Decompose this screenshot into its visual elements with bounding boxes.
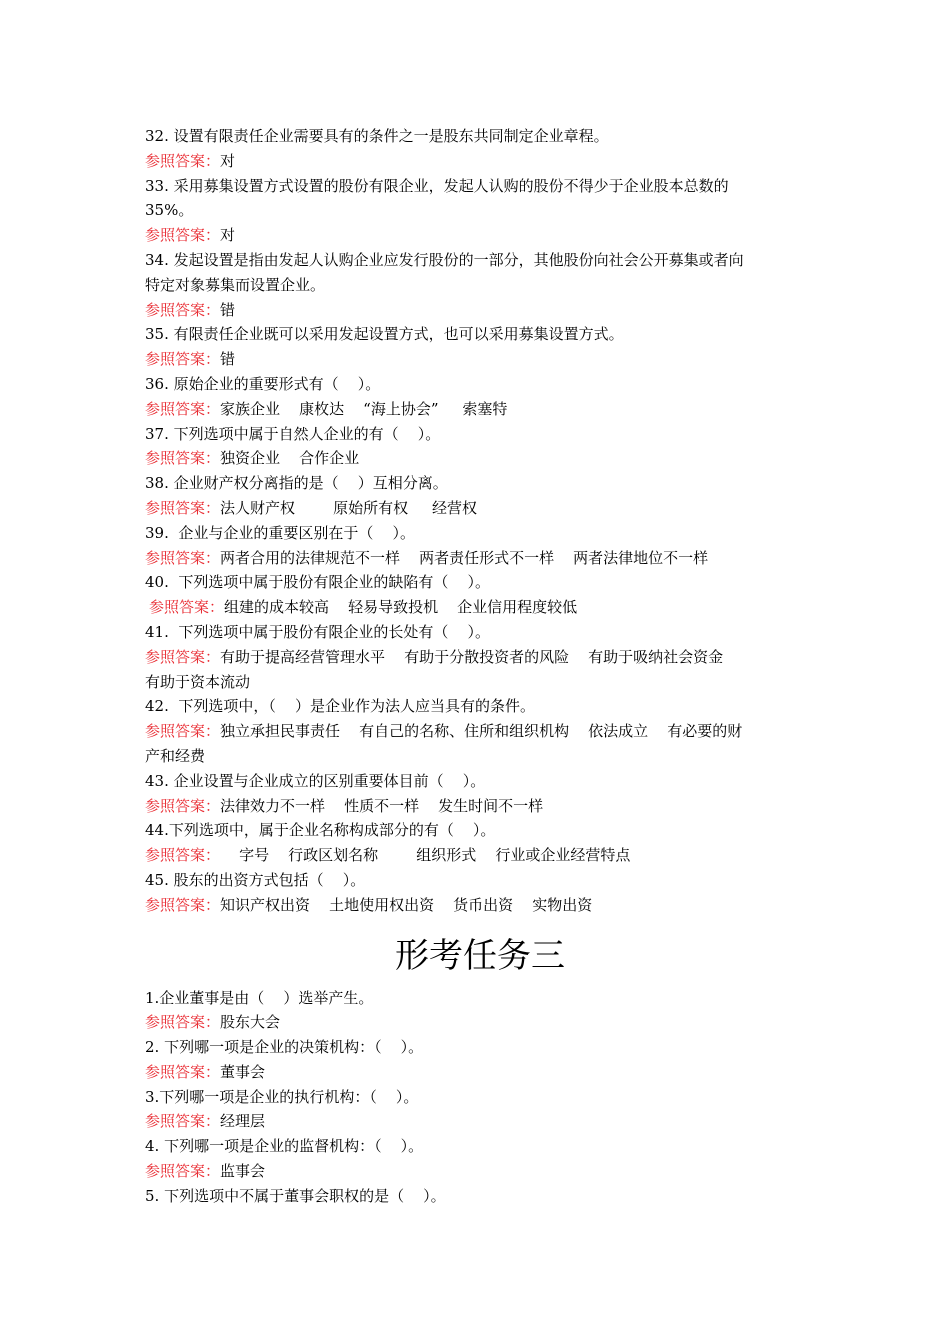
answer-label: 参照答案： [145,796,221,815]
question-text: 35. 有限责任企业既可以采用发起设置方式，也可以采用募集设置方式。 [145,325,624,344]
question-text: 36. 原始企业的重要形式有（ ）。 [145,374,381,393]
answer-value: 有助于提高经营管理水平 有助于分散投资者的风险 有助于吸纳社会资金 [220,647,724,666]
answer-value: 对 [220,226,236,245]
question-text: 37. 下列选项中属于自然人企业的有（ ）。 [145,424,441,443]
question-text: 33. 采用募集设置方式设置的股份有限企业，发起人认购的股份不得少于企业股本总数的 [145,176,729,195]
answer-line [145,496,815,521]
answer-value: 法律效力不一样 性质不一样 发生时间不一样 [220,796,544,815]
question-list-section-1 [145,124,815,918]
answer-line [145,719,815,744]
question-text: 38. 企业财产权分离指的是（ ）互相分离。 [145,474,448,493]
answer-value: 独立承担民事责任 有自己的名称、住所和组织机构 依法成立 有必要的财 [220,722,743,741]
answer-value: 错 [220,350,236,369]
answer-value: 股东大会 [220,1013,281,1032]
answer-label: 参照答案： [145,1013,221,1032]
answer-line [145,223,815,248]
question-list-section-2 [145,986,815,1209]
answer-label: 参照答案： [145,399,221,418]
answer-value: 董事会 [220,1062,266,1081]
answer-label: 参照答案： [145,1162,221,1181]
question-text: 42. 下列选项中，（ ）是企业作为法人应当具有的条件。 [145,697,535,716]
question-text: 3.下列哪一项是企业的执行机构：（ ）。 [145,1087,419,1106]
answer-value: 组建的成本较高 轻易导致投机 企业信用程度较低 [224,598,578,617]
answer-label: 参照答案： [145,647,221,666]
answer-line [145,843,815,868]
question-text: 45. 股东的出资方式包括（ ）。 [145,870,366,889]
answer-value: 经理层 [220,1112,266,1131]
answer-label: 参照答案： [145,548,221,567]
answer-label: 参照答案： [145,498,221,517]
answer-line [145,546,815,571]
answer-line [145,595,815,620]
question-text-continued: 35%。 [145,201,194,220]
section-heading: 形考任务三 [395,935,565,976]
answer-value: 家族企业 康枚达 “海上协会” 索塞特 [220,399,508,418]
answer-line [145,794,815,819]
answer-value: 监事会 [220,1162,266,1181]
answer-label: 参照答案： [145,300,221,319]
answer-label: 参照答案： [145,722,221,741]
question-text: 4. 下列哪一项是企业的监督机构：（ ）。 [145,1137,424,1156]
answer-value: 独资企业 合作企业 [220,449,360,468]
answer-line [145,893,815,918]
answer-label: 参照答案： [149,598,225,617]
document-body [145,124,815,1209]
answer-label: 参照答案： [145,449,221,468]
question-text: 32. 设置有限责任企业需要具有的条件之一是股东共同制定企业章程。 [145,127,609,145]
answer-label: 参照答案： [145,846,221,865]
answer-line [145,397,815,422]
question-text-continued: 特定对象募集而设置企业。 [145,275,326,294]
answer-line [145,1159,815,1184]
answer-label: 参照答案： [145,1112,221,1131]
question-text: 44.下列选项中，属于企业名称构成部分的有（ ）。 [145,821,496,840]
answer-value: 错 [220,300,236,319]
answer-label: 参照答案： [145,151,221,170]
answer-label: 参照答案： [145,1062,221,1081]
answer-value: 知识产权出资 土地使用权出资 货币出资 实物出资 [220,895,593,914]
question-text: 41. 下列选项中属于股份有限企业的长处有（ ）。 [145,622,490,641]
answer-label: 参照答案： [145,350,221,369]
answer-value: 法人财产权 原始所有权 经营权 [220,498,478,517]
answer-value: 字号 行政区划名称 组织形式 行业或企业经营特点 [220,846,631,865]
answer-label: 参照答案： [145,226,221,245]
answer-value-continued: 有助于资本流动 [145,672,251,691]
question-text: 39. 企业与企业的重要区别在于（ ）。 [145,523,415,542]
answer-line [145,645,815,670]
question-text: 43. 企业设置与企业成立的区别重要体目前（ ）。 [145,771,486,790]
answer-label: 参照答案： [145,895,221,914]
answer-line [145,1060,815,1085]
answer-value-continued: 产和经费 [145,746,206,765]
answer-line [145,149,815,174]
answer-line [145,446,815,471]
question-text: 34. 发起设置是指由发起人认购企业应发行股份的一部分，其他股份向社会公开募集或者向 [145,250,744,269]
answer-line [145,1010,815,1035]
question-text: 40. 下列选项中属于股份有限企业的缺陷有（ ）。 [145,573,490,592]
answer-value: 对 [220,151,236,170]
answer-line [145,298,815,323]
answer-line [145,1109,815,1134]
question-text: 5. 下列选项中不属于董事会职权的是（ ）。 [145,1186,446,1205]
question-text: 2. 下列哪一项是企业的决策机构：（ ）。 [145,1038,424,1057]
question-text: 1.企业董事是由（ ）选举产生。 [145,988,374,1007]
answer-line [145,347,815,372]
answer-value: 两者合用的法律规范不一样 两者责任形式不一样 两者法律地位不一样 [220,548,709,567]
